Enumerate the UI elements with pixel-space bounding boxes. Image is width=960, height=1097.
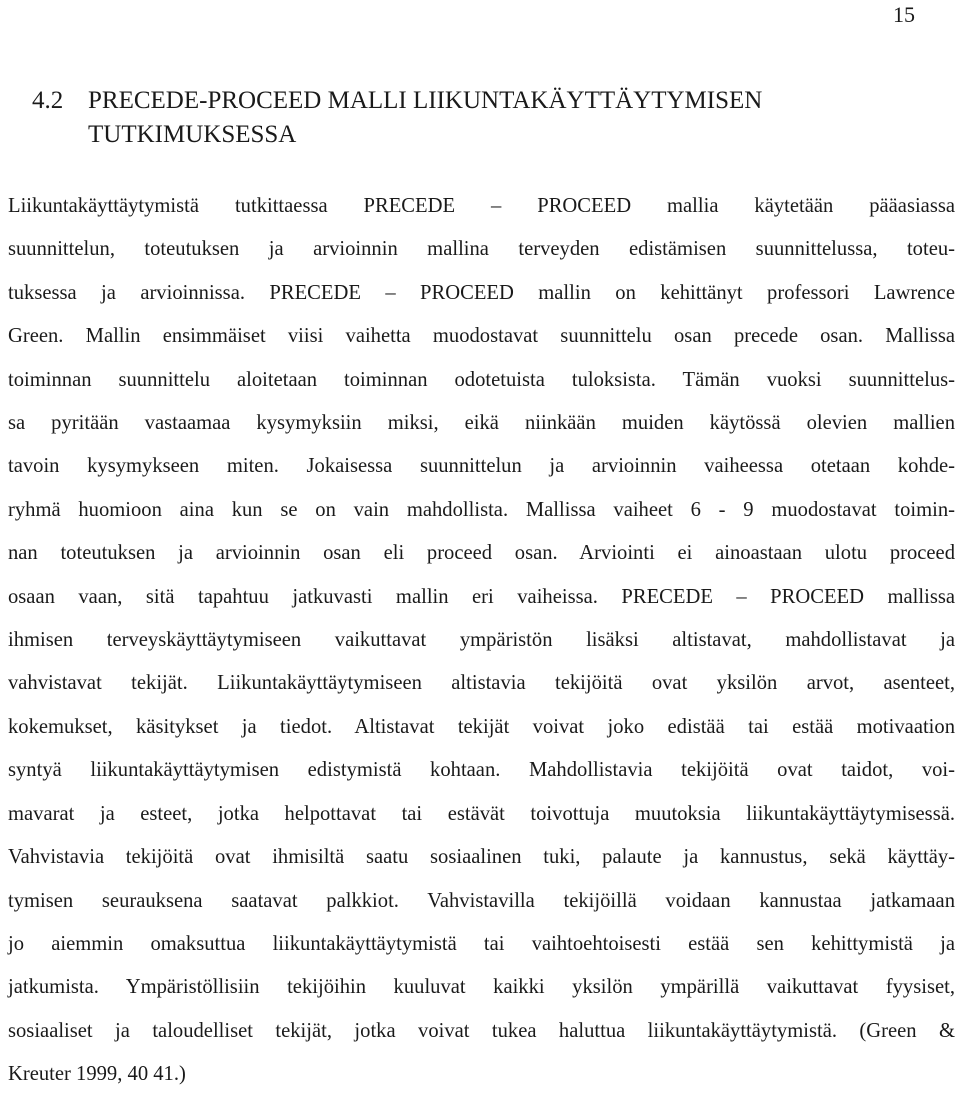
- section-title-line: PRECEDE-PROCEED MALLI LIIKUNTAKÄYTTÄYTYMISEN: [88, 87, 763, 114]
- paragraph-line: jatkumista. Ympäristöllisiin tekijöihin kuuluvat kaikki yksilön ympärillä vaikuttavat fyysiset,: [8, 976, 955, 999]
- section-number: 4.2: [32, 87, 64, 114]
- paragraph-line: ihmisen terveyskäyttäytymiseen vaikuttavat ympäristön lisäksi altistavat, mahdollistavat ja: [8, 629, 955, 652]
- paragraph-line: suunnittelun, toteutuksen ja arvioinnin mallina terveyden edistämisen suunnittelussa, toteu-: [8, 238, 955, 261]
- section-heading: [32, 84, 932, 152]
- paragraph-line: vahvistavat tekijät. Liikuntakäyttäytymiseen altistavia tekijöitä ovat yksilön arvot, asenteet,: [8, 672, 955, 695]
- body-paragraph: [8, 185, 955, 1097]
- paragraph-line: syntyä liikuntakäyttäytymisen edistymistä kohtaan. Mahdollistavia tekijöitä ovat taidot, voi-: [8, 759, 955, 782]
- paragraph-line: mavarat ja esteet, jotka helpottavat tai estävät toivottuja muutoksia liikuntakäyttäytymisessä.: [8, 802, 955, 825]
- section-title: [88, 84, 932, 152]
- paragraph-line: kokemukset, käsitykset ja tiedot. Altistavat tekijät voivat joko edistää tai estää motivaation: [8, 715, 955, 738]
- paragraph-line: jo aiemmin omaksuttua liikuntakäyttäytymistä tai vaihtoehtoisesti estää sen kehittymistä ja: [8, 932, 955, 955]
- section-title-line: TUTKIMUKSESSA: [88, 121, 297, 148]
- paragraph-line: Liikuntakäyttäytymistä tutkittaessa PRECEDE – PROCEED mallia käytetään pääasiassa: [8, 195, 955, 217]
- paragraph-line: osaan vaan, sitä tapahtuu jatkuvasti mallin eri vaiheissa. PRECEDE – PROCEED mallissa: [8, 585, 955, 608]
- paragraph-line: sa pyritään vastaamaa kysymyksiin miksi, eikä niinkään muiden käytössä olevien mallien: [8, 412, 955, 435]
- paragraph-line: Vahvistavia tekijöitä ovat ihmisiltä saatu sosiaalinen tuki, palaute ja kannustus, sekä käyttäy-: [8, 846, 955, 869]
- paragraph-line: nan toteutuksen ja arvioinnin osan eli proceed osan. Arviointi ei ainoastaan ulotu proceed: [8, 542, 955, 565]
- paragraph-line: toiminnan suunnittelu aloitetaan toiminnan odotetuista tuloksista. Tämän vuoksi suunnittelus-: [8, 368, 955, 391]
- paragraph-line: Kreuter 1999, 40 41.): [8, 1063, 186, 1086]
- paragraph-line: Green. Mallin ensimmäiset viisi vaihetta muodostavat suunnittelu osan precede osan. Mallissa: [8, 325, 955, 348]
- paragraph-line: ryhmä huomioon aina kun se on vain mahdollista. Mallissa vaiheet 6 - 9 muodostavat toimin-: [8, 498, 955, 521]
- paragraph-line: tavoin kysymykseen miten. Jokaisessa suunnittelun ja arvioinnin vaiheessa otetaan kohde-: [8, 455, 955, 478]
- page-number: 15: [893, 2, 915, 27]
- paragraph-line: tuksessa ja arvioinnissa. PRECEDE – PROCEED mallin on kehittänyt professori Lawrence: [8, 281, 955, 304]
- paragraph-line: tymisen seurauksena saatavat palkkiot. Vahvistavilla tekijöillä voidaan kannustaa jatkamaan: [8, 889, 955, 912]
- paragraph-line: sosiaaliset ja taloudelliset tekijät, jotka voivat tukea haluttua liikuntakäyttäytymistä. (Green &: [8, 1019, 955, 1042]
